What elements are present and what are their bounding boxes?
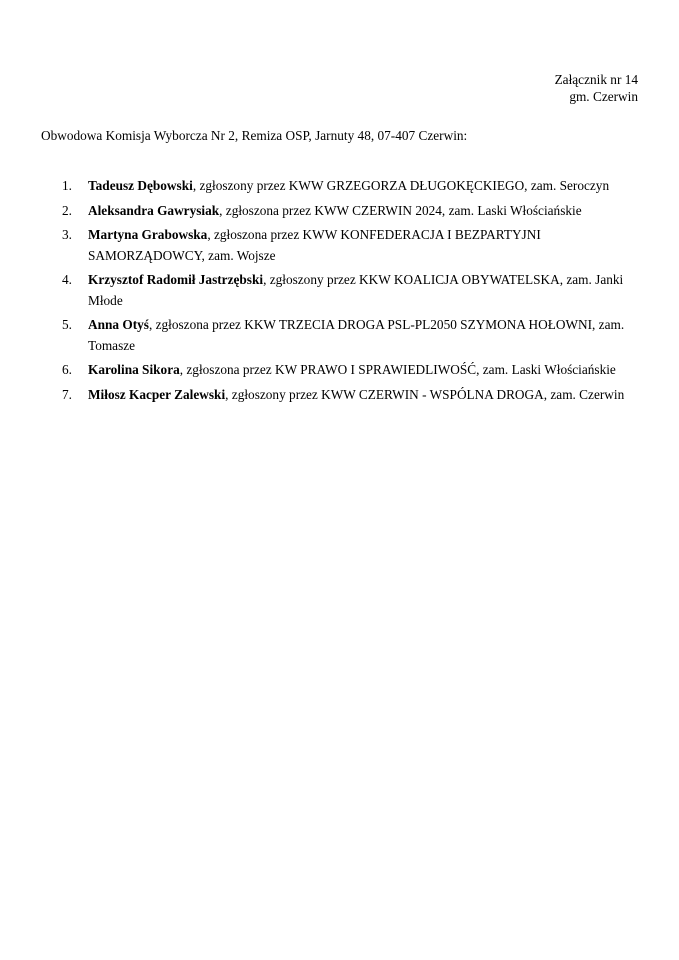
- item-number: 5.: [62, 317, 72, 332]
- list-item: [62, 201, 642, 222]
- attachment-municipality: gm. Czerwin: [569, 89, 638, 104]
- member-details: , zgłoszony przez KKW KOALICJA OBYWATELSKA, zam. Janki Młode: [88, 272, 624, 308]
- list-item: [62, 270, 642, 311]
- list-item: [62, 360, 642, 381]
- item-number: 7.: [62, 386, 72, 402]
- item-number: 2.: [62, 202, 72, 218]
- list-item: [62, 176, 642, 197]
- member-details: , zgłoszona przez KWW CZERWIN 2024, zam. Laski Włościańskie: [219, 202, 582, 218]
- member-name: Martyna Grabowska: [88, 227, 208, 242]
- member-details: , zgłoszona przez KW PRAWO I SPRAWIEDLIWOŚĆ, zam. Laski Włościańskie: [179, 362, 616, 377]
- item-number: 4.: [62, 272, 72, 287]
- member-list: [62, 176, 642, 409]
- member-details: , zgłoszony przez KWW CZERWIN - WSPÓLNA DROGA, zam. Czerwin: [225, 386, 625, 402]
- item-number: 6.: [62, 362, 72, 377]
- member-details: , zgłoszona przez KKW TRZECIA DROGA PSL-PL2050 SZYMONA HOŁOWNI, zam. Tomasze: [88, 317, 625, 353]
- commission-heading: Obwodowa Komisja Wyborcza Nr 2, Remiza OSP, Jarnuty 48, 07-407 Czerwin:: [41, 128, 468, 143]
- member-name: Anna Otyś: [88, 317, 149, 332]
- item-number: 3.: [62, 227, 72, 242]
- attachment-number: Załącznik nr 14: [554, 72, 638, 87]
- member-name: Karolina Sikora: [88, 362, 180, 377]
- member-details: , zgłoszony przez KWW GRZEGORZA DŁUGOKĘCKIEGO, zam. Seroczyn: [192, 178, 610, 193]
- member-name: Tadeusz Dębowski: [88, 178, 193, 193]
- list-item: [62, 385, 642, 406]
- item-number: 1.: [62, 178, 72, 193]
- list-item: [62, 225, 642, 266]
- member-name: Krzysztof Radomił Jastrzębski: [88, 272, 264, 287]
- member-details: , zgłoszona przez KWW KONFEDERACJA I BEZPARTYJNI SAMORZĄDOWCY, zam. Wojsze: [88, 227, 541, 263]
- list-item: [62, 315, 642, 356]
- attachment-header: [555, 71, 638, 105]
- member-name: Miłosz Kacper Zalewski: [88, 386, 226, 402]
- member-name: Aleksandra Gawrysiak: [88, 202, 220, 218]
